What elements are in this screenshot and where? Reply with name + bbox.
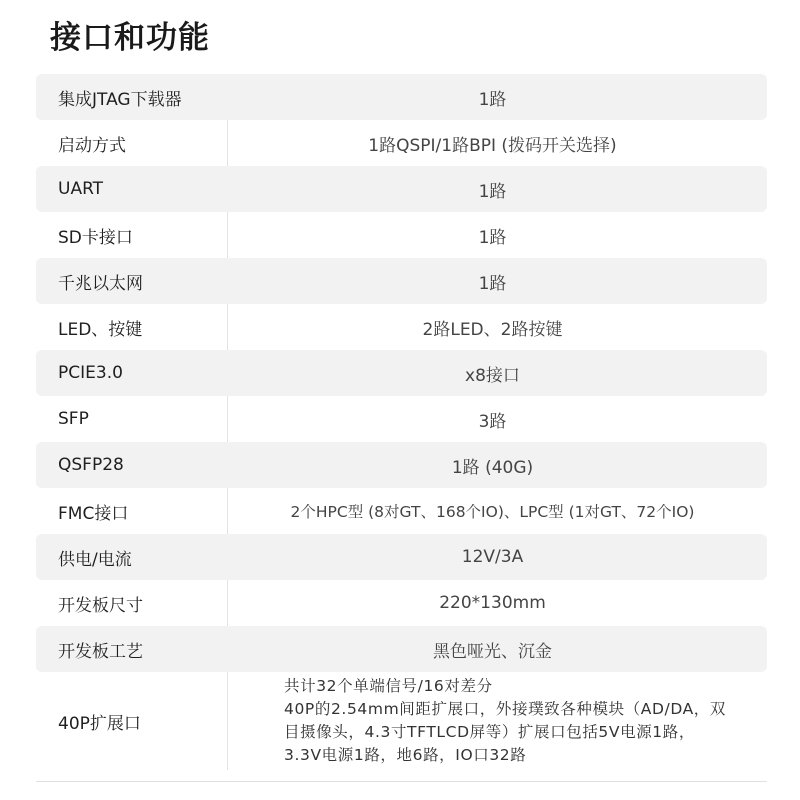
row-label: 启动方式: [58, 135, 126, 156]
table-row: [36, 396, 767, 442]
table-row: [36, 534, 767, 580]
table-row: [36, 166, 767, 212]
row-value: 黑色哑光、沉金: [433, 641, 552, 662]
row-label: 千兆以太网: [58, 273, 143, 294]
row-value: x8接口: [465, 365, 520, 386]
row-value: 1路QSPI/1路BPI (拨码开关选择): [368, 135, 617, 156]
table-row: [36, 672, 767, 770]
row-value: 3路: [478, 411, 507, 432]
table-row: [36, 350, 767, 396]
row-label: 40P扩展口: [58, 713, 141, 734]
row-label: SD卡接口: [58, 227, 133, 248]
bottom-divider: [36, 781, 767, 782]
row-label: 集成JTAG下载器: [58, 89, 182, 110]
row-label: UART: [58, 179, 104, 199]
table-row: [36, 580, 767, 626]
row-value: 1路 (40G): [451, 457, 534, 478]
row-label: PCIE3.0: [58, 363, 123, 383]
row-value: 1路: [478, 273, 507, 294]
row-value-multiline: 共计32个单端信号/16对差分 40P的2.54mm间距扩展口，外接璞致各种模块（AD/DA，双目摄像头，4.3寸TFTLCD屏等）扩展口包括5V电源1路，3.3V电源1路，地6路，IO口32路: [284, 677, 727, 764]
page-title: 接口和功能: [50, 20, 210, 56]
table-row: [36, 120, 767, 166]
row-label: 开发板工艺: [58, 641, 143, 662]
row-value: 1路: [478, 89, 507, 110]
row-label: QSFP28: [58, 455, 124, 475]
table-row: [36, 74, 767, 120]
table-row: [36, 212, 767, 258]
table-row: [36, 258, 767, 304]
table-row: [36, 626, 767, 672]
row-label: 供电/电流: [58, 549, 132, 570]
row-value: 12V/3A: [461, 547, 524, 567]
row-value: 1路: [478, 181, 507, 202]
row-label: LED、按键: [58, 319, 143, 340]
row-value: 1路: [478, 227, 507, 248]
row-label: 开发板尺寸: [58, 595, 143, 616]
row-value: 2路LED、2路按键: [422, 319, 563, 340]
table-row: [36, 488, 767, 534]
row-value: 2个HPC型 (8对GT、168个IO)、LPC型 (1对GT、72个IO): [290, 503, 695, 521]
table-row: [36, 442, 767, 488]
spec-table: [36, 74, 767, 770]
table-row: [36, 304, 767, 350]
row-label: SFP: [58, 409, 89, 429]
row-value: 220*130mm: [439, 593, 546, 613]
row-label: FMC接口: [58, 503, 129, 524]
